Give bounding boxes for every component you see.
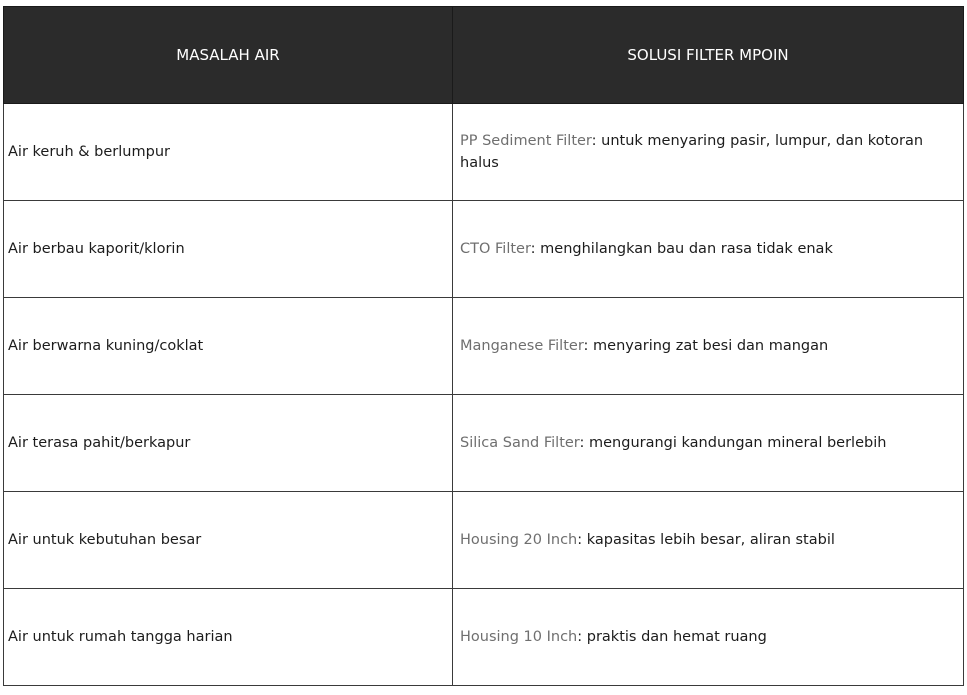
table-row — [4, 298, 964, 395]
filter-description: : praktis dan hemat ruang — [577, 629, 767, 645]
filter-description: : menyaring zat besi dan mangan — [583, 338, 829, 354]
filter-product-name: Silica Sand Filter — [460, 435, 580, 451]
solution-cell — [453, 201, 964, 298]
table-header-row — [4, 7, 964, 104]
filter-product-name: Manganese Filter — [460, 338, 584, 354]
table-row — [4, 395, 964, 492]
problem-cell: Air berbau kaporit/klorin — [4, 201, 453, 298]
filter-description: : kapasitas lebih besar, aliran stabil — [577, 532, 835, 548]
solution-cell — [453, 492, 964, 589]
header-filter-solution: SOLUSI FILTER MPOIN — [453, 7, 964, 104]
filter-description: : untuk menyaring pasir, lumpur, dan kotoran halus — [460, 133, 924, 171]
problem-cell: Air untuk rumah tangga harian — [4, 589, 453, 686]
comparison-table-container — [3, 6, 963, 686]
solution-cell — [453, 298, 964, 395]
water-problem-solution-table — [3, 6, 964, 686]
filter-product-name: PP Sediment Filter — [460, 133, 592, 149]
problem-cell: Air untuk kebutuhan besar — [4, 492, 453, 589]
problem-cell: Air terasa pahit/berkapur — [4, 395, 453, 492]
solution-cell — [453, 395, 964, 492]
filter-description: : menghilangkan bau dan rasa tidak enak — [530, 241, 833, 257]
filter-product-name: Housing 10 Inch — [460, 629, 578, 645]
filter-product-name: CTO Filter — [460, 241, 531, 257]
problem-cell: Air keruh & berlumpur — [4, 104, 453, 201]
table-row — [4, 589, 964, 686]
filter-description: : mengurangi kandungan mineral berlebih — [579, 435, 887, 451]
header-water-problem: MASALAH AIR — [4, 7, 453, 104]
table-row — [4, 492, 964, 589]
solution-cell — [453, 104, 964, 201]
table-row — [4, 104, 964, 201]
filter-product-name: Housing 20 Inch — [460, 532, 578, 548]
solution-cell — [453, 589, 964, 686]
table-row — [4, 201, 964, 298]
problem-cell: Air berwarna kuning/coklat — [4, 298, 453, 395]
